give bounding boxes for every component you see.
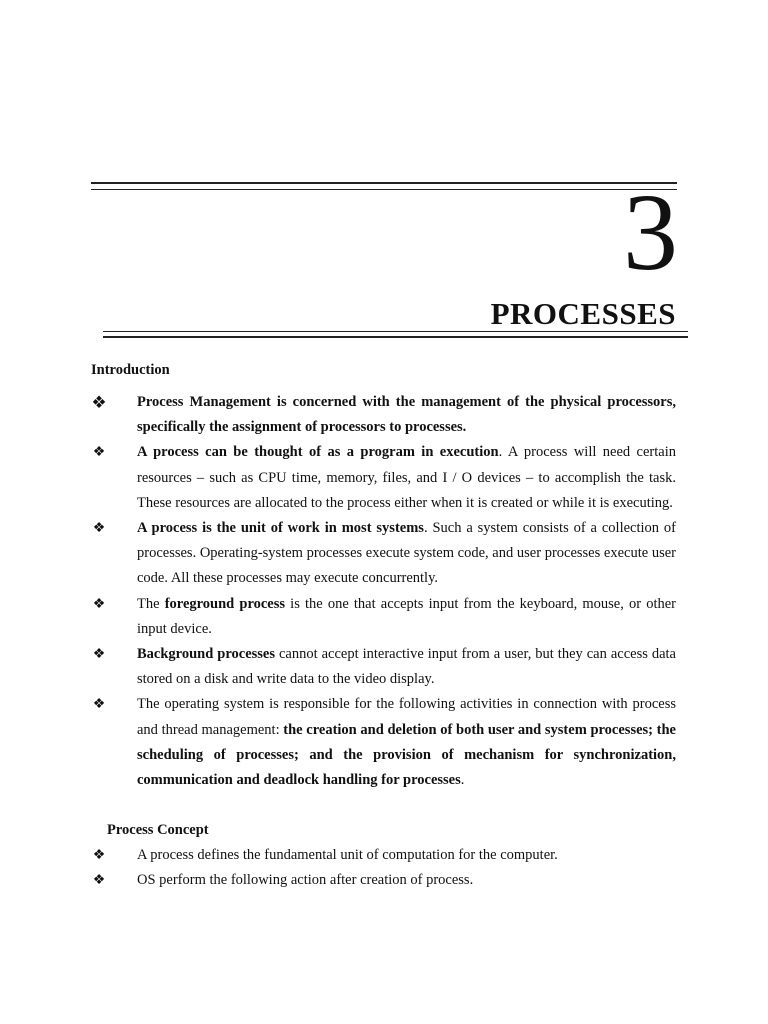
body-text: . [460,772,465,789]
chapter-title: PROCESSES [490,296,676,331]
bullet-item [91,692,676,793]
body-text: . Such a system consists of a collection of processes. Operating-system processes execute system code, and user processes execute user code. All these processes may execute concurrently. [137,520,676,587]
body-text: is the one that accepts input from the keyboard, mouse, or other input device. [137,595,677,637]
bold-text: Background processes [137,646,275,663]
bold-text: A process is the unit of work in most systems [137,520,424,537]
bullet-item [91,868,676,893]
body-text: A process defines the fundamental unit of computation for the computer. [137,847,558,863]
body-text: OS perform the following action after creation of process. [137,872,474,889]
chapter-bottom-rule [103,331,688,338]
bold-text: Process Management is concerned with the management of the physical processors, specifically the assignment of processors to processes. [137,394,676,436]
bullet-item [91,592,676,642]
section-heading-introduction: Introduction [91,362,170,378]
bullet-diamond-icon: ❖ [92,596,106,612]
bullet-diamond-icon: ❖ [92,848,106,863]
section-heading-process-concept: Process Concept [107,822,209,838]
bullet-item [91,390,676,440]
body-text: The operating system is responsible for the following activities in connection with process and thread management: [137,696,676,738]
bullet-diamond-icon: ❖ [92,873,106,889]
chapter-number: 3 [623,171,678,293]
bullet-item [91,440,676,516]
chapter-top-rule [91,182,677,190]
bullet-diamond-icon: ❖ [91,393,107,412]
bullet-diamond-icon: ❖ [92,445,106,461]
bullet-diamond-icon: ❖ [92,521,106,537]
bold-text: the creation and deletion of both user and system processes; the scheduling of processes; and the provision of mechanism for synchronization, communication and deadlock handling for processes [137,721,676,789]
body-text: The [137,595,165,612]
process-concept-bullet-list [91,843,676,893]
bold-text: foreground process [164,595,286,612]
bullet-diamond-icon: ❖ [92,647,106,663]
body-text: . A process will need certain resources – such as CPU time, memory, files, and I / O devices – to accomplish the task. These resources are allocated to the process either when it is created or while it is executing. [137,444,676,511]
bullet-item [91,516,676,592]
bold-text: A process can be thought of as a program in execution [137,444,499,461]
bullet-diamond-icon: ❖ [92,697,106,713]
introduction-bullet-list [91,390,676,793]
bullet-item [91,843,676,868]
bullet-item [91,642,676,692]
body-text: cannot accept interactive input from a user, but they can access data stored on a disk and write data to the video display. [137,646,676,688]
